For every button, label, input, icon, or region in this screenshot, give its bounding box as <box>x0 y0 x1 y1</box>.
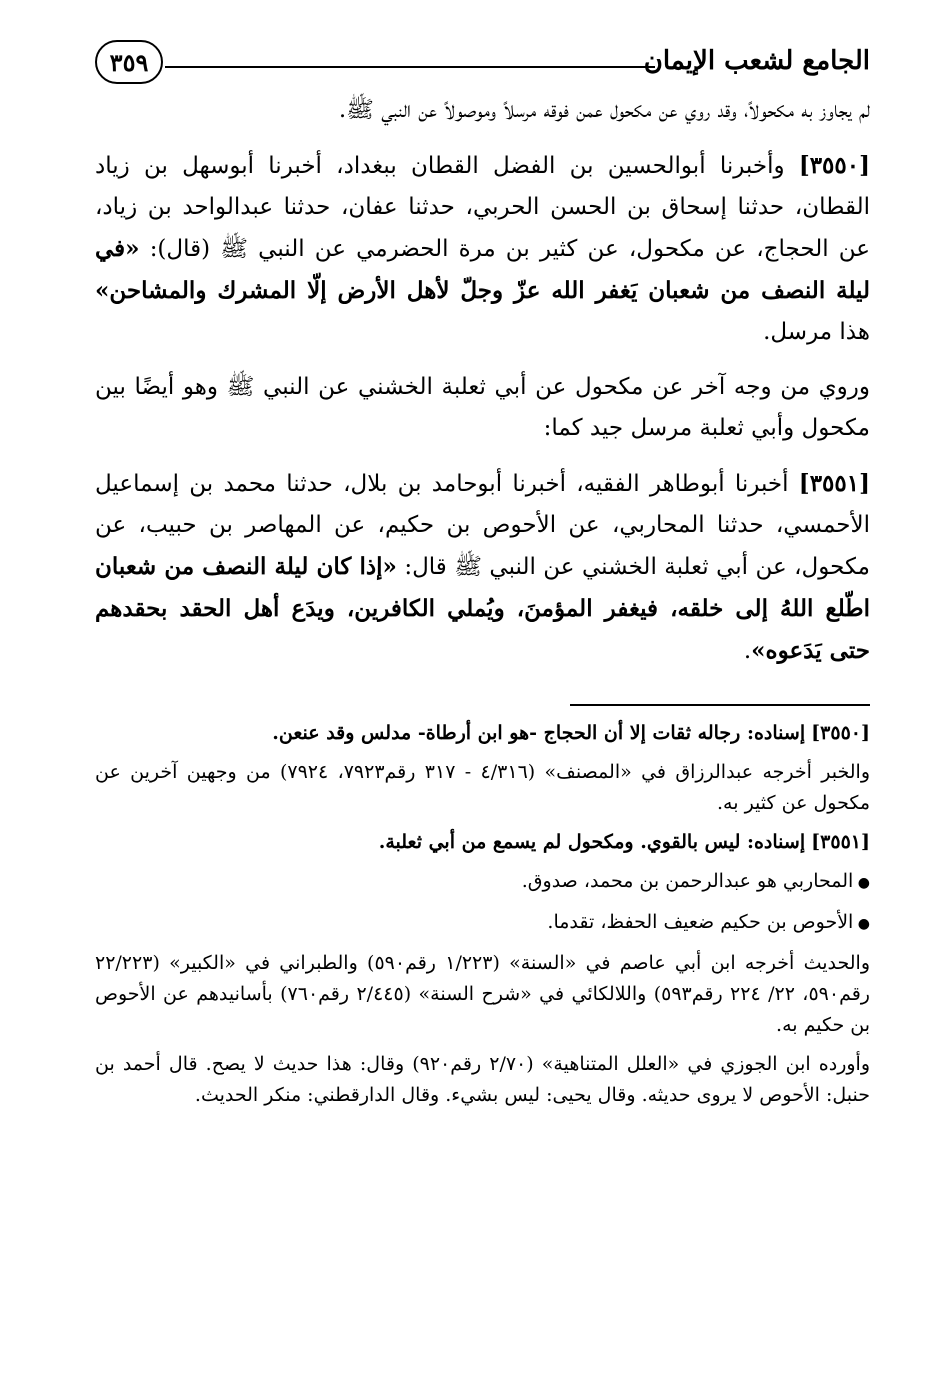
footnote-3550 <box>95 718 870 749</box>
footnote-paragraph <box>95 948 870 1041</box>
footnote-text: والخبر أخرجه عبدالرزاق في «المصنف» (٤/٣١٦ - ٣١٧ رقم٧٩٢٣، ٧٩٢٤) من وجهين آخرين عن مكحول عن كثير به. <box>95 761 870 814</box>
hadith-3550 <box>95 145 870 353</box>
footnotes <box>95 718 870 1111</box>
footnote-text: المحاربي هو عبدالرحمن بن محمد، صدوق. <box>521 870 854 892</box>
paragraph-text: لم يجاوز به مكحولاً، وقد روي عن مكحول عمن فوقه مرسلاً وموصولاً عن النبي ﷺ. <box>338 97 870 123</box>
paragraph-text: وروي من وجه آخر عن مكحول عن أبي ثعلبة الخشني عن النبي ﷺ وهو أيضًا بين مكحول وأبي ثعلبة مرسل جيد كما: <box>95 374 870 441</box>
footnote-bullet <box>95 866 870 899</box>
page-header <box>95 40 870 90</box>
hadith-number: [٣٥٥١] <box>798 470 870 497</box>
footnote-text: والحديث أخرجه ابن أبي عاصم في «السنة» (١/٢٢٣ رقم٥٩٠) والطبراني في «الكبير» (٢٢/٢٢٣ رقم٥٩٠، ٢٢/ ٢٢٤ رقم٥٩٣) واللالكائي في «شرح السنة» (٢/٤٤٥ رقم٧٦٠) بأسانيدهم عن الأحوص بن حكيم به. <box>95 952 870 1036</box>
header-rule <box>165 66 655 68</box>
page-number: ٣٥٩ <box>95 40 163 84</box>
hadith-matn: «إذا كان ليلة النصف من شعبان اطّلع اللهُ إلى خلقه، فيغفر المؤمنَ، ويُملي الكافرين، ويدَع أهل الحقد بحقدهم حتى يَدَعوه» <box>95 553 870 664</box>
footnote-paragraph <box>95 757 870 819</box>
hadith-matn: «في ليلة النصف من شعبان يَغفر الله عزّ وجلّ لأهل الأرض إلّا المشرك والمشاحن» <box>95 235 870 304</box>
paragraph <box>95 90 870 131</box>
running-title: الجامع لشعب الإيمان <box>643 46 870 76</box>
hadith-grade: هذا مرسل. <box>763 319 870 345</box>
isnad-text: وأخبرنا أبوالحسين بن الفضل القطان ببغداد، أخبرنا أبوسهل بن زياد القطان، حدثنا إسحاق بن الحسن الحربي، حدثنا عفان، حدثنا عبدالواحد بن زياد، عن الحجاج، عن مكحول، عن كثير بن مرة الحضرمي عن النبي ﷺ (قال): <box>95 153 870 262</box>
paragraph <box>95 367 870 449</box>
footnote-text: الأحوص بن حكيم ضعيف الحفظ، تقدما. <box>547 911 854 933</box>
period: . <box>743 638 752 664</box>
hadith-3551 <box>95 463 870 672</box>
footnote-number: [٣٥٥٠] <box>811 722 870 744</box>
hadith-number: [٣٥٥٠] <box>798 152 871 179</box>
footnote-separator <box>570 704 870 706</box>
isnad-text: أخبرنا أبوطاهر الفقيه، أخبرنا أبوحامد بن بلال، حدثنا محمد بن إسماعيل الأحمسي، حدثنا المحاربي، عن الأحوص بن حكيم، عن المهاصر بن حبيب، عن مكحول، عن أبي ثعلبة الخشني عن النبي ﷺ قال: <box>95 471 870 580</box>
footnote-number: [٣٥٥١] <box>811 831 870 853</box>
page <box>95 40 870 1119</box>
footnote-text: وأورده ابن الجوزي في «العلل المتناهية» (٢/٧٠ رقم٩٢٠) وقال: هذا حديث لا يصح. قال أحمد بن حنبل: الأحوص لا يروى حديثه. وقال يحيى: ليس بشيء. وقال الدارقطني: منكر الحديث. <box>95 1053 870 1106</box>
footnote-bullet <box>95 907 870 940</box>
footnote-3551 <box>95 827 870 858</box>
main-text <box>95 90 870 672</box>
footnote-paragraph <box>95 1049 870 1111</box>
footnote-text: إسناده: رجاله ثقات إلا أن الحجاج -هو ابن أرطاة- مدلس وقد عنعن. <box>272 722 806 744</box>
footnote-text: إسناده: ليس بالقوي. ومكحول لم يسمع من أبي ثعلبة. <box>378 831 806 853</box>
